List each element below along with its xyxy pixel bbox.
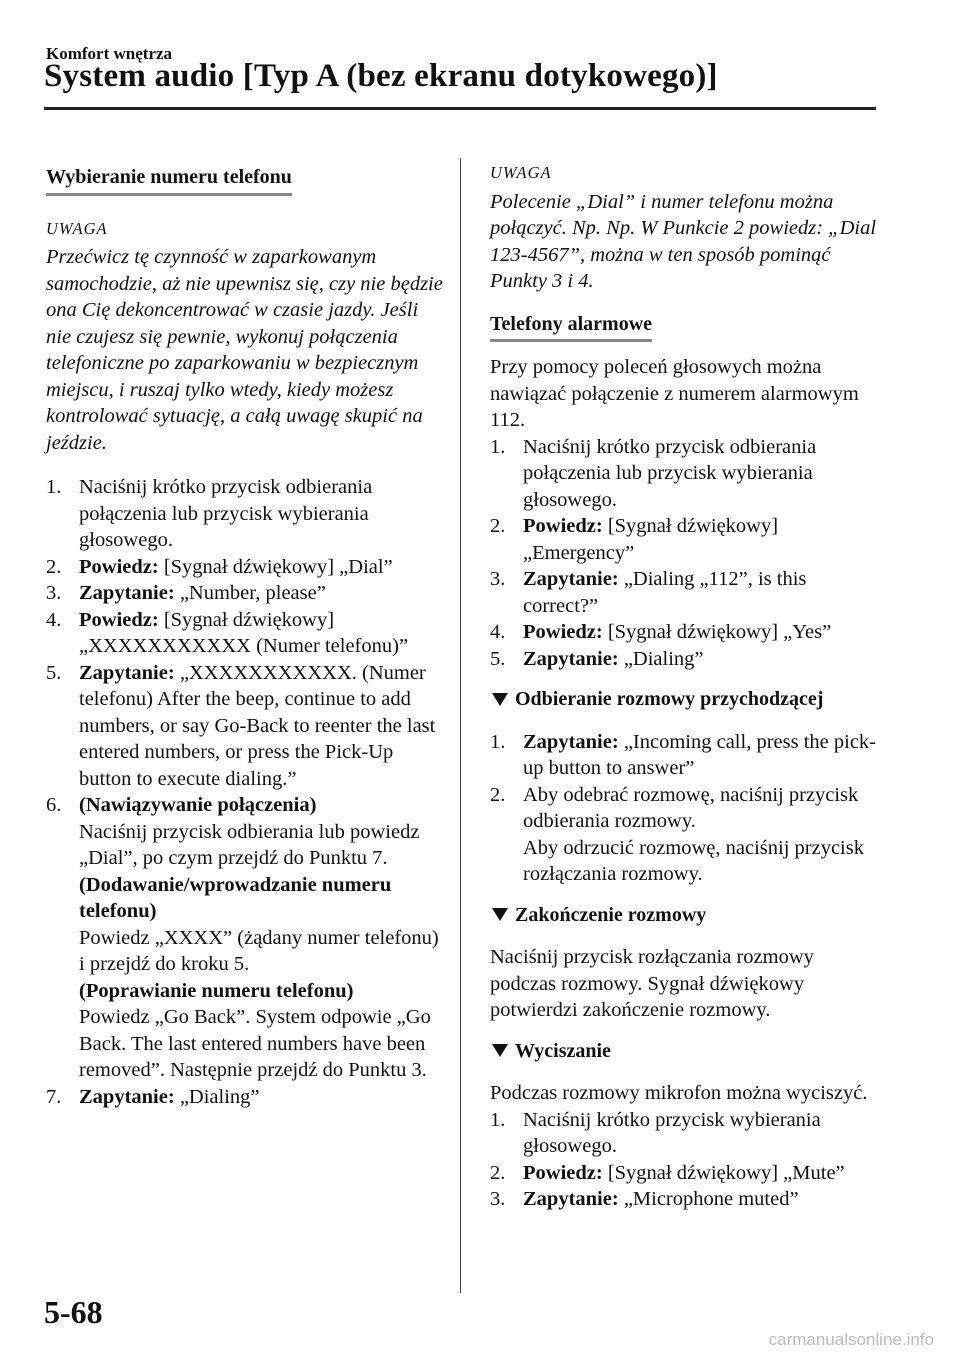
step-keyword: Zapytanie: bbox=[523, 647, 619, 670]
step-text: Naciśnij krótko przycisk odbierania połączenia lub przycisk wybierania głosowego. bbox=[523, 435, 817, 511]
step-keyword: Powiedz: bbox=[523, 621, 603, 643]
heading-emergency: Telefony alarmowe bbox=[490, 311, 652, 343]
step-text: Aby odrzucić rozmowę, naciśnij przycisk rozłączania rozmowy. bbox=[523, 836, 864, 885]
step-text: Naciśnij krótko przycisk wybierania głosowego. bbox=[523, 1108, 821, 1157]
step-number: 1. bbox=[490, 730, 506, 753]
triangle-down-icon bbox=[492, 908, 508, 921]
step-text: „Incoming call, press the pick-up button to answer” bbox=[523, 730, 876, 779]
list-item bbox=[46, 1084, 446, 1111]
paragraph: Przy pomocy poleceń głosowych można nawiązać połączenie z numerem alarmowym 112. bbox=[490, 356, 859, 431]
note-box bbox=[490, 160, 880, 295]
triangle-down-icon bbox=[492, 1044, 508, 1057]
note-label: UWAGA bbox=[46, 218, 108, 238]
step-number: 2. bbox=[490, 515, 506, 537]
step-number: 4. bbox=[490, 621, 506, 643]
list-item bbox=[46, 607, 446, 660]
step-text: Aby odebrać rozmowę, naciśnij przycisk odbierania rozmowy. bbox=[523, 783, 859, 832]
step-number: 3. bbox=[490, 568, 506, 590]
right-column bbox=[490, 160, 880, 1213]
list-item bbox=[490, 434, 880, 514]
step-keyword: Zapytanie: bbox=[523, 568, 619, 590]
subheading-text: Wyciszanie bbox=[515, 1039, 611, 1062]
step-text: „Dialing” bbox=[179, 1085, 260, 1108]
step-keyword: Powiedz: bbox=[79, 555, 159, 578]
list-item bbox=[490, 1107, 880, 1160]
list-item bbox=[490, 729, 880, 782]
list-item bbox=[46, 580, 446, 607]
list-item bbox=[490, 1186, 880, 1213]
list-item bbox=[46, 792, 446, 1084]
step-text: „Microphone muted” bbox=[623, 1188, 799, 1210]
step-number: 5. bbox=[46, 661, 62, 684]
step-text: „Number, please” bbox=[179, 582, 326, 604]
subheading-text: Odbieranie rozmowy przychodzącej bbox=[515, 688, 824, 710]
step-keyword: Zapytanie: bbox=[79, 661, 175, 684]
step-number: 1. bbox=[46, 476, 62, 498]
step-text: Powiedz „XXXX” (żądany numer telefonu) i przejdź do kroku 5. bbox=[79, 926, 439, 975]
step-keyword: Powiedz: bbox=[79, 608, 159, 631]
page-number: 5-68 bbox=[44, 1294, 103, 1330]
list-item bbox=[46, 474, 446, 554]
note-label: UWAGA bbox=[490, 163, 552, 182]
watermark: carmanualsonline.info bbox=[768, 1330, 934, 1349]
step-text: [Sygnał dźwiękowy] „Yes” bbox=[607, 621, 832, 643]
step-text: Naciśnij krótko przycisk odbierania połączenia lub przycisk wybierania głosowego. bbox=[79, 476, 373, 551]
step-keyword: Powiedz: bbox=[523, 1161, 603, 1184]
step-number: 1. bbox=[490, 1108, 506, 1131]
step-number: 5. bbox=[490, 647, 506, 670]
subheading-incoming bbox=[490, 686, 880, 713]
step-text: „XXXXXXXXXXX. (Numer telefonu) After the beep, continue to add numbers, or say Go-Back to reenter the last entered numbers, or press the Pick-Up button to execute dialing.” bbox=[79, 661, 436, 790]
step-number: 2. bbox=[490, 783, 506, 806]
step-text: [Sygnał dźwiękowy] „Emergency” bbox=[523, 515, 779, 564]
step-text: [Sygnał dźwiękowy] „Dial” bbox=[163, 555, 393, 578]
step-text: „Dialing „112”, is this correct?” bbox=[523, 568, 807, 617]
step-keyword: Zapytanie: bbox=[523, 730, 619, 753]
page-title: System audio [Typ A (bez ekranu dotykowego)] bbox=[44, 58, 718, 94]
header-rule bbox=[44, 107, 876, 110]
step-keyword: Zapytanie: bbox=[523, 1188, 619, 1210]
list-item bbox=[490, 619, 880, 646]
step-text: [Sygnał dźwiękowy] „Mute” bbox=[607, 1161, 845, 1184]
subheading-mute bbox=[490, 1038, 880, 1065]
step-number: 3. bbox=[46, 582, 62, 604]
paragraph: Podczas rozmowy mikrofon można wyciszyć. bbox=[490, 1082, 868, 1104]
step-number: 2. bbox=[46, 555, 62, 578]
heading-dialing: Wybieranie numeru telefonu bbox=[46, 164, 292, 196]
step-keyword: (Dodawanie/wprowadzanie numeru telefonu) bbox=[79, 873, 392, 922]
list-item bbox=[490, 566, 880, 619]
step-keyword: Zapytanie: bbox=[79, 1085, 175, 1108]
list-item bbox=[490, 646, 880, 673]
step-number: 2. bbox=[490, 1161, 506, 1184]
paragraph: Naciśnij przycisk rozłączania rozmowy podczas rozmowy. Sygnał dźwiękowy potwierdzi zakończenie rozmowy. bbox=[490, 946, 814, 1021]
subheading-text: Zakończenie rozmowy bbox=[515, 903, 707, 926]
list-item bbox=[46, 554, 446, 581]
list-item bbox=[46, 660, 446, 793]
step-keyword: (Nawiązywanie połączenia) bbox=[79, 794, 317, 816]
step-number: 6. bbox=[46, 794, 62, 816]
step-number: 3. bbox=[490, 1188, 506, 1210]
note-text: Przećwicz tę czynność w zaparkowanym samochodzie, aż nie upewnisz się, czy nie będzie ona Cię dekoncentrować w czasie jazdy. Jeśli nie czujesz się pewnie, wykonuj połączenia telefoniczne po zaparkowaniu w bezpiecznym miejscu, i ruszaj tylko wtedy, kiedy możesz kontrolować sytuację, a całą uwagę skupić na jeździe. bbox=[46, 246, 443, 454]
step-text: Powiedz „Go Back”. System odpowie „Go Back. The last entered numbers have been removed”. Następnie przejdź do Punktu 3. bbox=[79, 1006, 431, 1081]
step-number: 7. bbox=[46, 1085, 62, 1108]
note-box bbox=[46, 216, 446, 457]
section-label: Komfort wnętrza bbox=[46, 44, 173, 63]
step-keyword: Powiedz: bbox=[523, 515, 603, 537]
step-text: Naciśnij przycisk odbierania lub powiedz „Dial”, po czym przejdź do Punktu 7. bbox=[79, 820, 420, 869]
list-item bbox=[490, 782, 880, 888]
step-text: „Dialing” bbox=[623, 647, 704, 670]
step-keyword: (Poprawianie numeru telefonu) bbox=[79, 979, 354, 1002]
step-number: 4. bbox=[46, 608, 62, 631]
step-number: 1. bbox=[490, 435, 506, 458]
list-item bbox=[490, 513, 880, 566]
triangle-down-icon bbox=[492, 693, 508, 706]
left-column bbox=[46, 160, 446, 1110]
list-item bbox=[490, 1160, 880, 1187]
note-text: Polecenie „Dial” i numer telefonu można połączyć. Np. Np. W Punkcie 2 powiedz: „Dial 123-4567”, można w ten sposób pominąć Punkty 3 i 4. bbox=[490, 190, 877, 292]
subheading-end-call bbox=[490, 902, 880, 929]
step-text: [Sygnał dźwiękowy] „XXXXXXXXXXX (Numer telefonu)” bbox=[79, 608, 409, 657]
column-divider bbox=[460, 158, 461, 1293]
step-keyword: Zapytanie: bbox=[79, 582, 175, 604]
